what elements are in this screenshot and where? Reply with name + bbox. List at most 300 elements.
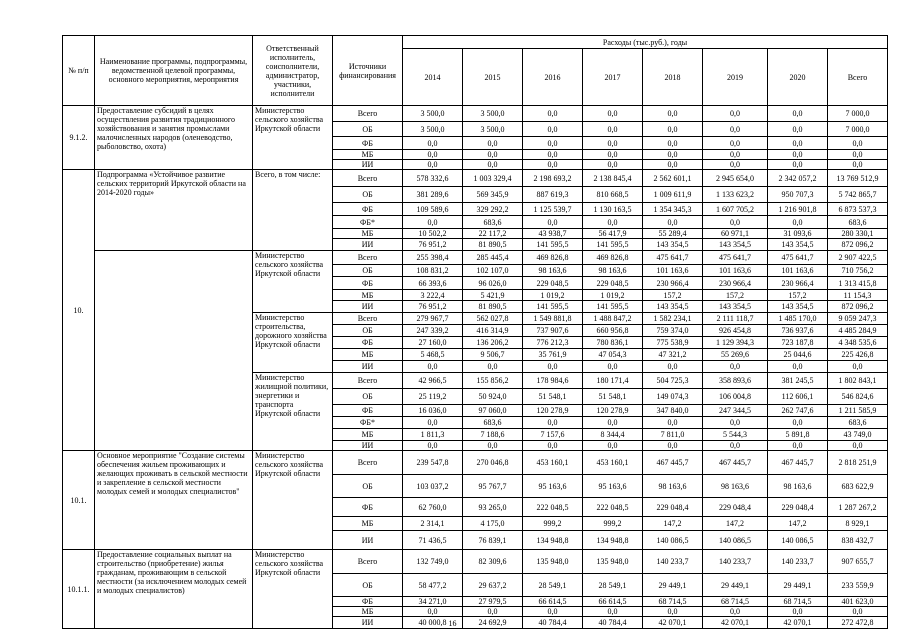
- value-2017: 2 138 845,4: [583, 170, 643, 187]
- value-2015: 0,0: [463, 160, 523, 170]
- value-2015: 24 692,9: [463, 617, 523, 629]
- value-total: 4 348 535,6: [828, 337, 888, 349]
- value-2019: 55 269,6: [703, 349, 768, 361]
- value-2014: 578 332,6: [403, 170, 463, 187]
- value-2015: 270 046,8: [463, 451, 523, 475]
- value-2019: 475 641,7: [703, 251, 768, 265]
- value-2016: 28 549,1: [523, 574, 583, 597]
- value-total: 272 472,8: [828, 617, 888, 629]
- value-2014: 0,0: [403, 160, 463, 170]
- value-2018: 229 048,4: [643, 498, 703, 517]
- value-2014: 10 502,2: [403, 229, 463, 239]
- value-2015: 7 188,6: [463, 429, 523, 441]
- value-total: 225 426,8: [828, 349, 888, 361]
- value-2019: 42 070,1: [703, 617, 768, 629]
- row-source: Всего: [333, 106, 403, 122]
- value-2019: 358 893,6: [703, 373, 768, 389]
- row-responsible: Министерство сельского хозяйства Иркутской области: [253, 451, 333, 550]
- value-2019: 1 607 705,2: [703, 203, 768, 216]
- value-2017: 0,0: [583, 137, 643, 150]
- value-2016: 95 163,6: [523, 475, 583, 498]
- row-number: 10.1.: [63, 451, 95, 550]
- value-2016: 776 212,3: [523, 337, 583, 349]
- value-2017: 453 160,1: [583, 451, 643, 475]
- row-source: ФБ: [333, 137, 403, 150]
- row-source: МБ: [333, 349, 403, 361]
- value-2014: 62 760,0: [403, 498, 463, 517]
- row-source: ОБ: [333, 122, 403, 137]
- value-2018: 29 449,1: [643, 574, 703, 597]
- value-2019: 68 714,5: [703, 597, 768, 607]
- value-2018: 0,0: [643, 122, 703, 137]
- value-2017: 141 595,5: [583, 301, 643, 313]
- value-2014: 34 271,0: [403, 597, 463, 607]
- value-2017: 0,0: [583, 150, 643, 160]
- value-2020: 157,2: [768, 290, 828, 301]
- value-2018: 1 582 234,1: [643, 313, 703, 325]
- value-total: 0,0: [828, 160, 888, 170]
- table-row: [63, 550, 888, 574]
- row-source: МБ: [333, 607, 403, 617]
- value-2017: 47 054,3: [583, 349, 643, 361]
- value-2018: 1 354 345,3: [643, 203, 703, 216]
- value-2020: 262 747,6: [768, 405, 828, 417]
- value-2015: 4 175,0: [463, 517, 523, 531]
- value-2015: 97 060,0: [463, 405, 523, 417]
- value-2019: 926 454,8: [703, 325, 768, 337]
- value-2020: 143 354,5: [768, 301, 828, 313]
- value-total: 8 929,1: [828, 517, 888, 531]
- value-2016: 229 048,5: [523, 277, 583, 290]
- value-2014: 381 289,6: [403, 187, 463, 203]
- value-2016: 0,0: [523, 216, 583, 229]
- value-2020: 143 354,5: [768, 239, 828, 251]
- value-2014: 109 589,6: [403, 203, 463, 216]
- value-2014: 40 000,8: [403, 617, 463, 629]
- value-2017: 28 549,1: [583, 574, 643, 597]
- value-2020: 140 086,5: [768, 531, 828, 550]
- value-2020: 467 445,7: [768, 451, 828, 475]
- value-2017: 95 163,6: [583, 475, 643, 498]
- value-2014: 255 398,4: [403, 251, 463, 265]
- header-year-2018: 2018: [643, 49, 703, 106]
- value-2015: 285 445,4: [463, 251, 523, 265]
- value-2017: 0,0: [583, 361, 643, 373]
- value-2019: 106 004,8: [703, 389, 768, 405]
- header-year-2015: 2015: [463, 49, 523, 106]
- value-2018: 140 086,5: [643, 531, 703, 550]
- value-2016: 120 278,9: [523, 405, 583, 417]
- value-2020: 140 233,7: [768, 550, 828, 574]
- value-2019: 101 163,6: [703, 265, 768, 277]
- row-source: ИИ: [333, 160, 403, 170]
- value-2018: 140 233,7: [643, 550, 703, 574]
- value-2016: 66 614,5: [523, 597, 583, 607]
- value-2014: 0,0: [403, 607, 463, 617]
- row-responsible: Министерство жилищной политики, энергетики и транспорта Иркутской области: [253, 373, 333, 451]
- value-2014: 239 547,8: [403, 451, 463, 475]
- row-source: МБ: [333, 229, 403, 239]
- value-2014: 16 036,0: [403, 405, 463, 417]
- value-2017: 1 488 847,2: [583, 313, 643, 325]
- value-2015: 569 345,9: [463, 187, 523, 203]
- value-total: 0,0: [828, 607, 888, 617]
- row-source: Всего: [333, 550, 403, 574]
- value-2018: 347 840,0: [643, 405, 703, 417]
- value-2015: 683,6: [463, 216, 523, 229]
- row-source: ИИ: [333, 441, 403, 451]
- value-2015: 0,0: [463, 361, 523, 373]
- row-source: Всего: [333, 451, 403, 475]
- row-source: Всего: [333, 170, 403, 187]
- value-2014: 103 037,2: [403, 475, 463, 498]
- value-2016: 453 160,1: [523, 451, 583, 475]
- value-total: 9 059 247,3: [828, 313, 888, 325]
- value-2019: 29 449,1: [703, 574, 768, 597]
- value-2020: 1 485 170,0: [768, 313, 828, 325]
- value-2016: 999,2: [523, 517, 583, 531]
- header-sources: Источники финансирования: [333, 36, 403, 106]
- value-2018: 0,0: [643, 361, 703, 373]
- value-2018: 775 538,9: [643, 337, 703, 349]
- value-2020: 950 707,3: [768, 187, 828, 203]
- row-source: МБ: [333, 429, 403, 441]
- value-2017: 180 171,4: [583, 373, 643, 389]
- value-2014: 0,0: [403, 441, 463, 451]
- value-2019: 0,0: [703, 607, 768, 617]
- value-2014: 76 951,2: [403, 239, 463, 251]
- value-total: 0,0: [828, 441, 888, 451]
- value-total: 233 559,9: [828, 574, 888, 597]
- value-2014: 25 119,2: [403, 389, 463, 405]
- value-2020: 0,0: [768, 106, 828, 122]
- value-2020: 0,0: [768, 160, 828, 170]
- value-2019: 98 163,6: [703, 475, 768, 498]
- row-responsible: Министерство сельского хозяйства Иркутской области: [253, 251, 333, 313]
- value-2015: 1 003 329,4: [463, 170, 523, 187]
- value-2018: 0,0: [643, 216, 703, 229]
- value-2016: 7 157,6: [523, 429, 583, 441]
- row-name: Подпрограмма «Устойчивое развитие сельских территорий Иркутской области на 2014-2020 годы»: [95, 170, 253, 251]
- value-2020: 0,0: [768, 216, 828, 229]
- value-2020: 0,0: [768, 607, 828, 617]
- value-2020: 147,2: [768, 517, 828, 531]
- value-total: 872 096,2: [828, 239, 888, 251]
- value-total: 0,0: [828, 150, 888, 160]
- value-2015: 0,0: [463, 441, 523, 451]
- value-2019: 0,0: [703, 216, 768, 229]
- value-2014: 0,0: [403, 150, 463, 160]
- row-name: Предоставление социальных выплат на строительство (приобретение) жилья гражданам, проживающим в сельской местности (за исключением молодых семей и молодых специалистов): [95, 550, 253, 629]
- value-2014: 66 393,6: [403, 277, 463, 290]
- value-2015: 50 924,0: [463, 389, 523, 405]
- value-2016: 0,0: [523, 417, 583, 429]
- value-2016: 0,0: [523, 160, 583, 170]
- value-total: 546 824,6: [828, 389, 888, 405]
- value-2016: 0,0: [523, 106, 583, 122]
- value-2020: 1 216 901,8: [768, 203, 828, 216]
- value-2019: 2 111 118,7: [703, 313, 768, 325]
- table-row: [63, 451, 888, 475]
- value-2014: 0,0: [403, 216, 463, 229]
- value-2017: 0,0: [583, 122, 643, 137]
- value-2016: 1 019,2: [523, 290, 583, 301]
- value-2016: 2 198 693,2: [523, 170, 583, 187]
- value-2020: 0,0: [768, 137, 828, 150]
- value-2019: 140 086,5: [703, 531, 768, 550]
- value-2017: 999,2: [583, 517, 643, 531]
- value-2015: 95 767,7: [463, 475, 523, 498]
- value-2014: 3 500,0: [403, 122, 463, 137]
- value-2019: 5 544,3: [703, 429, 768, 441]
- value-2018: 0,0: [643, 441, 703, 451]
- value-2018: 0,0: [643, 137, 703, 150]
- value-2014: 0,0: [403, 417, 463, 429]
- header-year-2016: 2016: [523, 49, 583, 106]
- row-source: МБ: [333, 150, 403, 160]
- value-2018: 143 354,5: [643, 301, 703, 313]
- value-2017: 222 048,5: [583, 498, 643, 517]
- value-2020: 98 163,6: [768, 475, 828, 498]
- value-2018: 42 070,1: [643, 617, 703, 629]
- value-2020: 25 044,6: [768, 349, 828, 361]
- value-2019: 1 133 623,2: [703, 187, 768, 203]
- value-total: 43 749,0: [828, 429, 888, 441]
- row-source: МБ: [333, 290, 403, 301]
- value-2019: 0,0: [703, 137, 768, 150]
- row-name: Предоставление субсидий в целях осуществления развития традиционного хозяйствования и занятия промыслами малочисленных народов (оленеводство, рыболовство, охота): [95, 106, 253, 170]
- value-total: 280 330,1: [828, 229, 888, 239]
- value-2015: 0,0: [463, 607, 523, 617]
- header-year-2014: 2014: [403, 49, 463, 106]
- value-2017: 51 548,1: [583, 389, 643, 405]
- row-source: МБ: [333, 517, 403, 531]
- value-2018: 149 074,3: [643, 389, 703, 405]
- value-2020: 723 187,8: [768, 337, 828, 349]
- value-2015: 562 027,8: [463, 313, 523, 325]
- value-2020: 0,0: [768, 122, 828, 137]
- value-2016: 0,0: [523, 441, 583, 451]
- row-responsible: Всего, в том числе:: [253, 170, 333, 251]
- table-row: [63, 251, 888, 265]
- value-2018: 47 321,2: [643, 349, 703, 361]
- value-2016: 737 907,6: [523, 325, 583, 337]
- row-source: ИИ: [333, 301, 403, 313]
- value-total: 683,6: [828, 417, 888, 429]
- value-total: 0,0: [828, 137, 888, 150]
- row-name: Основное мероприятие "Создание системы обеспечения жильем проживающих и желающих проживать в сельской местности и закрепление в сельской местности молодых семей и молодых специалистов": [95, 451, 253, 550]
- value-2019: 229 048,4: [703, 498, 768, 517]
- value-2020: 101 163,6: [768, 265, 828, 277]
- value-2017: 0,0: [583, 441, 643, 451]
- value-2017: 8 344,4: [583, 429, 643, 441]
- row-responsible: Министерство сельского хозяйства Иркутской области: [253, 550, 333, 629]
- header-expenses: Расходы (тыс.руб.), годы: [403, 36, 888, 49]
- row-source: ОБ: [333, 389, 403, 405]
- row-source: ОБ: [333, 325, 403, 337]
- row-source: ФБ: [333, 203, 403, 216]
- value-2015: 76 839,1: [463, 531, 523, 550]
- value-2016: 134 948,8: [523, 531, 583, 550]
- row-source: ФБ: [333, 498, 403, 517]
- value-2015: 683,6: [463, 417, 523, 429]
- value-2020: 230 966,4: [768, 277, 828, 290]
- value-2015: 81 890,5: [463, 239, 523, 251]
- value-2017: 229 048,5: [583, 277, 643, 290]
- value-2015: 27 979,5: [463, 597, 523, 607]
- value-2016: 0,0: [523, 361, 583, 373]
- value-2016: 1 549 881,8: [523, 313, 583, 325]
- row-source: ОБ: [333, 574, 403, 597]
- value-2020: 31 093,6: [768, 229, 828, 239]
- value-2015: 82 309,6: [463, 550, 523, 574]
- value-2018: 230 966,4: [643, 277, 703, 290]
- value-2016: 40 784,4: [523, 617, 583, 629]
- header-no: № п/п: [63, 36, 95, 106]
- value-2015: 81 890,5: [463, 301, 523, 313]
- row-source: ФБ: [333, 405, 403, 417]
- value-2017: 98 163,6: [583, 265, 643, 277]
- value-2018: 101 163,6: [643, 265, 703, 277]
- value-2019: 140 233,7: [703, 550, 768, 574]
- value-2016: 469 826,8: [523, 251, 583, 265]
- value-2019: 0,0: [703, 361, 768, 373]
- value-2019: 0,0: [703, 106, 768, 122]
- value-2016: 0,0: [523, 607, 583, 617]
- row-source: ФБ: [333, 277, 403, 290]
- value-2018: 0,0: [643, 417, 703, 429]
- value-2016: 141 595,5: [523, 301, 583, 313]
- value-2017: 0,0: [583, 160, 643, 170]
- value-total: 683 622,9: [828, 475, 888, 498]
- row-number: 10.: [63, 170, 95, 451]
- header-responsible: Ответственный исполнитель, соисполнители, администратор, участники, исполнители: [253, 36, 333, 106]
- value-2018: 467 445,7: [643, 451, 703, 475]
- row-source: ФБ: [333, 337, 403, 349]
- row-source: ОБ: [333, 187, 403, 203]
- row-name-empty: [95, 251, 253, 451]
- value-2017: 120 278,9: [583, 405, 643, 417]
- row-source: ФБ*: [333, 216, 403, 229]
- value-total: 2 907 422,5: [828, 251, 888, 265]
- value-2019: 143 354,5: [703, 239, 768, 251]
- row-responsible: Министерство строительства, дорожного хозяйства Иркутской области: [253, 313, 333, 373]
- value-2017: 141 595,5: [583, 239, 643, 251]
- value-2018: 157,2: [643, 290, 703, 301]
- row-source: ИИ: [333, 531, 403, 550]
- value-2016: 35 761,9: [523, 349, 583, 361]
- value-total: 13 769 512,9: [828, 170, 888, 187]
- row-number: 9.1.2.: [63, 106, 95, 170]
- value-2019: 0,0: [703, 122, 768, 137]
- value-2020: 5 891,8: [768, 429, 828, 441]
- value-total: 1 211 585,9: [828, 405, 888, 417]
- page-number: 16: [448, 619, 457, 628]
- value-total: 1 313 415,8: [828, 277, 888, 290]
- value-2016: 43 938,7: [523, 229, 583, 239]
- value-2017: 40 784,4: [583, 617, 643, 629]
- row-number: 10.1.1.: [63, 550, 95, 629]
- value-2014: 279 967,7: [403, 313, 463, 325]
- header-year-2020: 2020: [768, 49, 828, 106]
- value-2017: 0,0: [583, 417, 643, 429]
- value-2014: 3 500,0: [403, 106, 463, 122]
- value-2019: 157,2: [703, 290, 768, 301]
- value-2018: 1 009 611,9: [643, 187, 703, 203]
- value-total: 7 000,0: [828, 122, 888, 137]
- value-2016: 222 048,5: [523, 498, 583, 517]
- value-total: 872 096,2: [828, 301, 888, 313]
- value-2019: 0,0: [703, 160, 768, 170]
- value-2014: 132 749,0: [403, 550, 463, 574]
- value-2018: 0,0: [643, 607, 703, 617]
- row-source: ОБ: [333, 265, 403, 277]
- value-2014: 108 831,2: [403, 265, 463, 277]
- value-2015: 0,0: [463, 137, 523, 150]
- value-2017: 1 130 163,5: [583, 203, 643, 216]
- value-total: 683,6: [828, 216, 888, 229]
- value-2020: 42 070,1: [768, 617, 828, 629]
- value-2019: 467 445,7: [703, 451, 768, 475]
- value-2019: 2 945 654,0: [703, 170, 768, 187]
- value-2019: 0,0: [703, 417, 768, 429]
- value-2018: 7 811,0: [643, 429, 703, 441]
- value-2014: 71 436,5: [403, 531, 463, 550]
- value-2014: 42 966,5: [403, 373, 463, 389]
- value-2016: 98 163,6: [523, 265, 583, 277]
- value-2020: 0,0: [768, 417, 828, 429]
- value-2015: 29 637,2: [463, 574, 523, 597]
- value-total: 4 485 284,9: [828, 325, 888, 337]
- value-total: 907 655,7: [828, 550, 888, 574]
- value-total: 710 756,2: [828, 265, 888, 277]
- value-2014: 58 477,2: [403, 574, 463, 597]
- value-2016: 0,0: [523, 150, 583, 160]
- value-2017: 56 417,9: [583, 229, 643, 239]
- value-2020: 112 606,1: [768, 389, 828, 405]
- value-2015: 5 421,9: [463, 290, 523, 301]
- value-2018: 143 354,5: [643, 239, 703, 251]
- value-2018: 98 163,6: [643, 475, 703, 498]
- value-2016: 0,0: [523, 122, 583, 137]
- value-2015: 93 265,0: [463, 498, 523, 517]
- value-2019: 247 344,5: [703, 405, 768, 417]
- value-2015: 3 500,0: [463, 106, 523, 122]
- value-2017: 810 668,5: [583, 187, 643, 203]
- value-2020: 29 449,1: [768, 574, 828, 597]
- value-2014: 247 339,2: [403, 325, 463, 337]
- value-2020: 229 048,4: [768, 498, 828, 517]
- value-2015: 102 107,0: [463, 265, 523, 277]
- value-2018: 147,2: [643, 517, 703, 531]
- value-2016: 1 125 539,7: [523, 203, 583, 216]
- value-2016: 135 948,0: [523, 550, 583, 574]
- value-2016: 141 595,5: [523, 239, 583, 251]
- value-2018: 475 641,7: [643, 251, 703, 265]
- value-2018: 0,0: [643, 160, 703, 170]
- value-2014: 0,0: [403, 361, 463, 373]
- value-2017: 0,0: [583, 216, 643, 229]
- value-2018: 759 374,0: [643, 325, 703, 337]
- value-2020: 0,0: [768, 150, 828, 160]
- value-total: 0,0: [828, 361, 888, 373]
- value-2014: 2 314,1: [403, 517, 463, 531]
- value-2018: 0,0: [643, 150, 703, 160]
- value-2018: 504 725,3: [643, 373, 703, 389]
- table-row: [63, 106, 888, 122]
- value-2017: 0,0: [583, 106, 643, 122]
- value-2019: 0,0: [703, 441, 768, 451]
